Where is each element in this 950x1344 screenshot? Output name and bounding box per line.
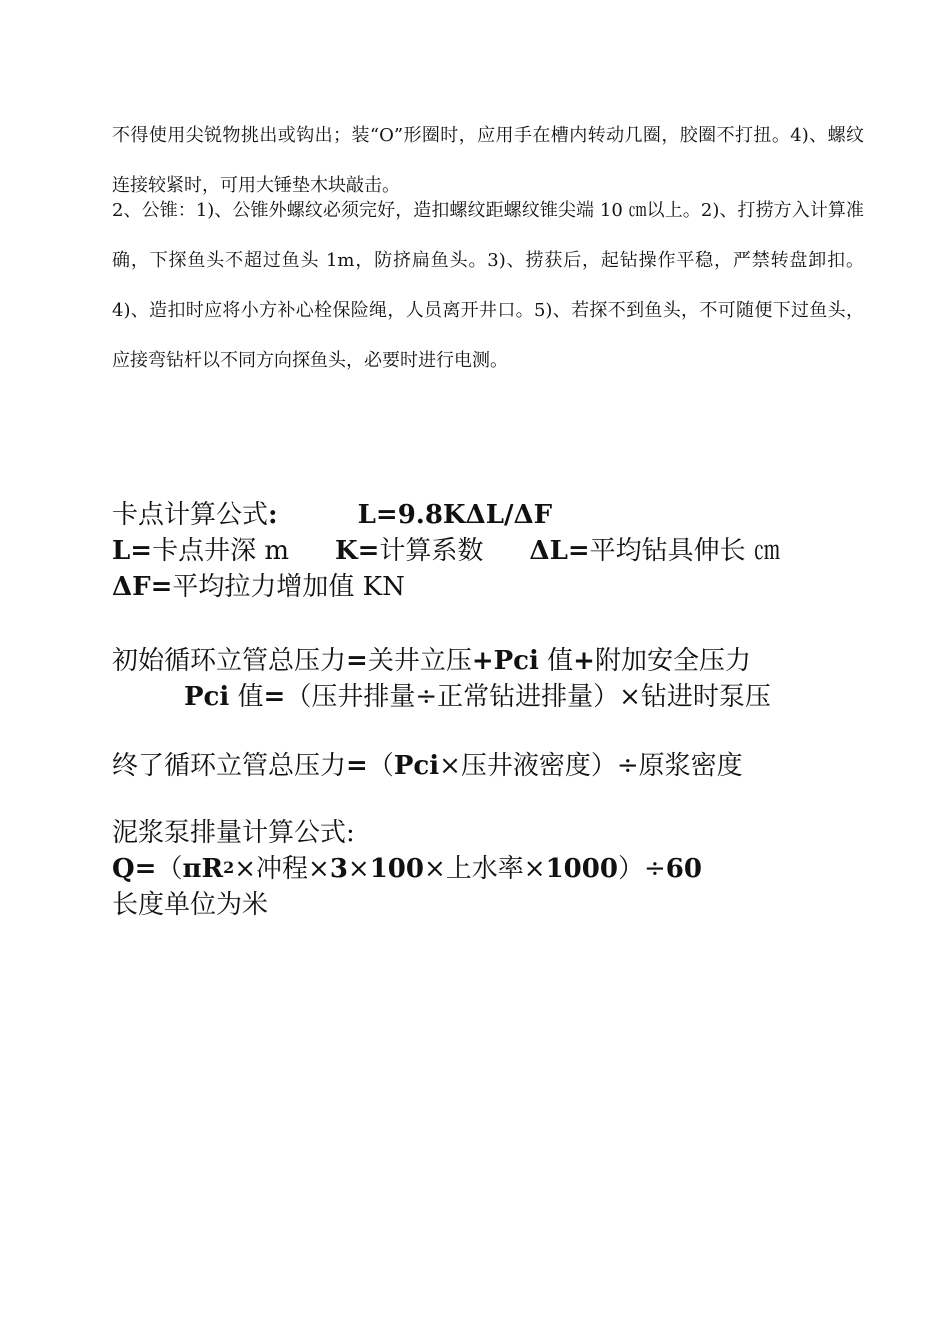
stuck-point-colon: :: [268, 500, 278, 530]
final-pressure-pci: Pci: [393, 751, 440, 781]
q-hundred: 100: [369, 854, 424, 884]
stuck-point-title-line: [112, 497, 872, 533]
stuck-point-formula-block: [112, 497, 872, 605]
q-open-paren: （: [156, 854, 183, 884]
q-stroke: ×冲程×: [234, 854, 330, 884]
initial-pressure-value-word: 值: [538, 646, 574, 676]
paragraph-seal-ring: 不得使用尖锐物挑出或钩出；装“O”形圈时，应用手在槽内转动几圈，胶圈不打扭。4)、螺纹连接较紧时，可用大锤垫木块敲击。: [112, 125, 864, 196]
initial-pressure-safety: 附加安全压力: [594, 646, 751, 676]
stuck-point-variables-line: [112, 533, 872, 569]
initial-pressure-shutin: 关井立压: [367, 646, 472, 676]
k-description: 计算系数: [379, 536, 484, 566]
delta-l-description: 平均钻具伸长 ㎝: [589, 536, 780, 566]
q-symbol: Q=: [112, 854, 157, 884]
k-symbol: K=: [335, 536, 380, 566]
final-pressure-open-paren: （: [367, 751, 394, 781]
stuck-point-title: 卡点计算公式: [112, 500, 269, 530]
delta-l-symbol: ΔL=: [529, 536, 590, 566]
pci-definition-line: [112, 679, 872, 715]
q-divide: ）÷: [617, 854, 666, 884]
pump-title-line: [112, 815, 872, 851]
q-three: 3: [329, 854, 348, 884]
pump-colon: :: [346, 818, 355, 848]
initial-pressure-label: 初始循环立管总压力: [112, 646, 347, 676]
pump-title: 泥浆泵排量计算公式: [112, 818, 347, 848]
final-pressure-line: [112, 748, 872, 784]
pi-r: πR: [182, 854, 224, 884]
initial-pressure-block: [112, 643, 872, 715]
final-pressure-eq: =: [346, 751, 368, 781]
q-sixty: 60: [665, 854, 702, 884]
stuck-point-formula: L=9.8KΔL/ΔF: [357, 500, 553, 530]
q-efficiency: ×上水率×: [423, 854, 546, 884]
pci-value-word: 值: [229, 682, 264, 712]
delta-f-description: 平均拉力增加值 KN: [172, 572, 405, 602]
q-thousand: 1000: [545, 854, 618, 884]
initial-pressure-line: [112, 643, 872, 679]
paragraph-tap: 2、公锥：1)、公锥外螺纹必须完好，造扣螺纹距螺纹锥尖端 10 ㎝以上。2)、打捞方入计算准确，下探鱼头不超过鱼头 1m，防挤扁鱼头。3)、捞获后，起钻操作平稳，严禁转盘卸扣。4)、造扣时应将小方补心栓保险绳，人员离开井口。5)、若探不到鱼头，不可随便下过鱼头，应接弯钻杆以不同方向探鱼头，必要时进行电测。: [112, 200, 864, 371]
delta-f-symbol: ΔF=: [112, 572, 173, 602]
pump-formula-line: [112, 851, 872, 887]
final-pressure-rest: ×压井液密度）÷原浆密度: [439, 751, 743, 781]
unit-note: 长度单位为米: [112, 890, 269, 920]
l-description: 卡点井深 m: [152, 536, 289, 566]
initial-pressure-plus: +: [573, 646, 595, 676]
pci-expression: （压井排量÷正常钻进排量）×钻进时泵压: [285, 682, 771, 712]
unit-note-line: [112, 887, 872, 923]
final-pressure-block: [112, 748, 872, 784]
pci-symbol: Pci: [184, 682, 230, 712]
initial-pressure-pci: +Pci: [471, 646, 539, 676]
q-times-1: ×: [347, 854, 370, 884]
pci-eq: =: [263, 682, 286, 712]
l-symbol: L=: [112, 536, 153, 566]
final-pressure-label: 终了循环立管总压力: [112, 751, 347, 781]
r-squared-exponent: 2: [223, 858, 235, 877]
initial-pressure-eq: =: [346, 646, 368, 676]
pump-displacement-block: [112, 815, 872, 923]
stuck-point-delta-f-line: [112, 569, 872, 605]
